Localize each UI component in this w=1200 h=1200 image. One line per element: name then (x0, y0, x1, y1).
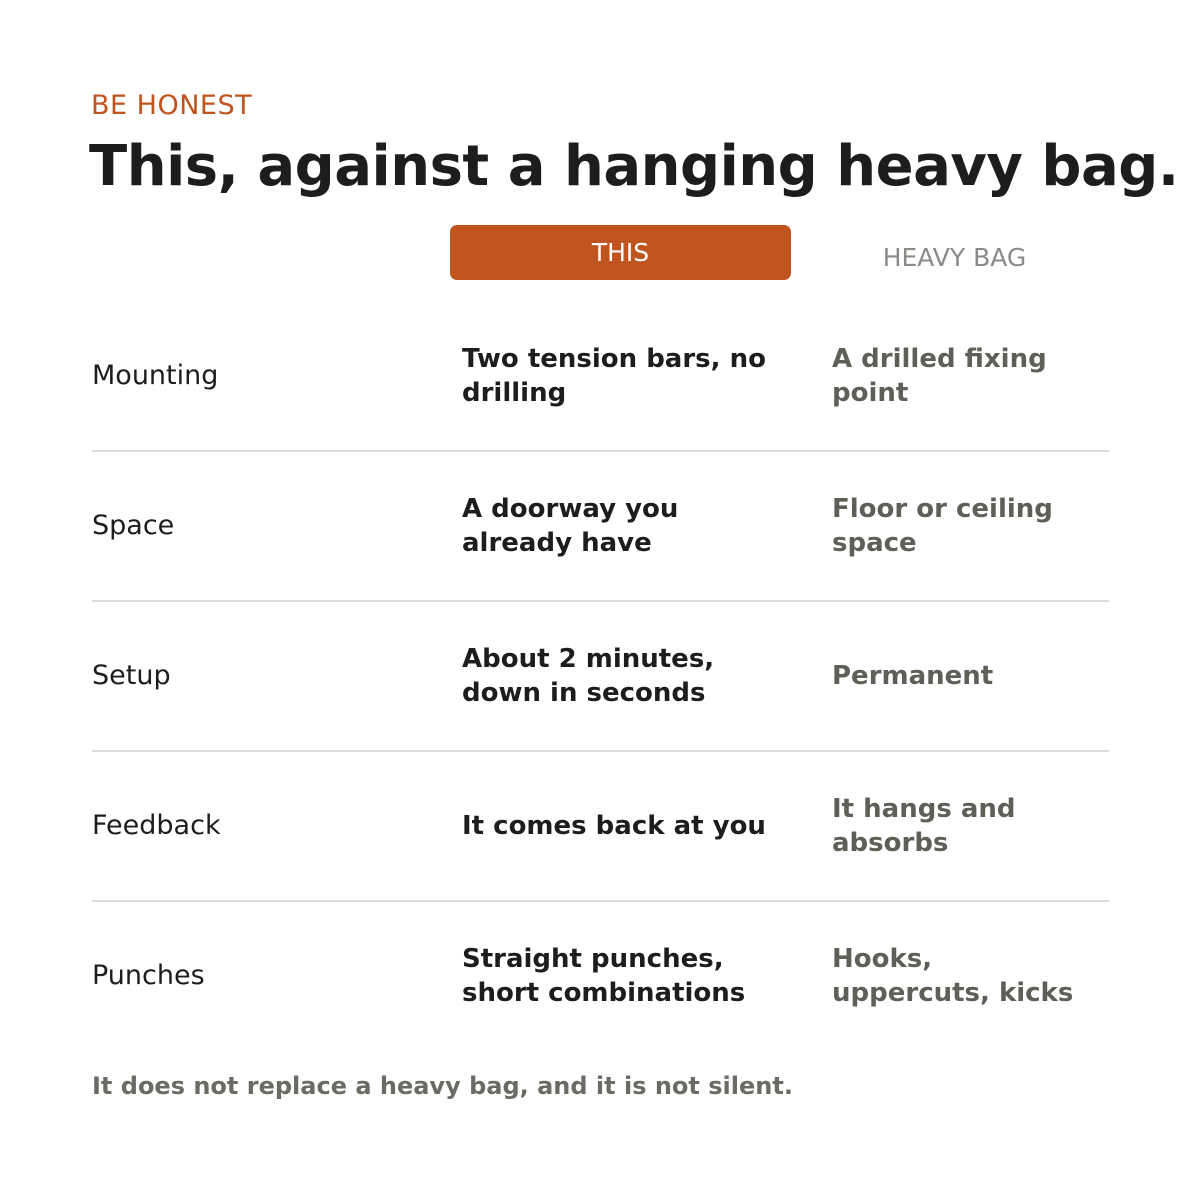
eyebrow-label: BE HONEST (91, 90, 253, 121)
column-header-this-label: THIS (591, 238, 650, 267)
table-row (92, 602, 1109, 752)
comparison-table (92, 302, 1109, 1052)
this-value: Straight punches, short combinations (462, 944, 746, 1008)
heavy-bag-value: Permanent (832, 661, 994, 691)
heavy-bag-value: Hooks, uppercuts, kicks (832, 944, 1074, 1008)
column-header-heavy-bag-label: HEAVY BAG (882, 243, 1027, 272)
table-row (92, 302, 1109, 452)
row-label: Setup (92, 660, 171, 691)
heavy-bag-value: Floor or ceiling space (832, 494, 1053, 558)
row-label: Feedback (92, 810, 221, 841)
heavy-bag-value: It hangs and absorbs (832, 794, 1016, 858)
this-value: About 2 minutes, down in seconds (462, 644, 715, 708)
row-label: Space (92, 510, 175, 541)
page-title: This, against a hanging heavy bag. (89, 134, 1179, 199)
column-header-this (450, 225, 791, 280)
row-label: Punches (92, 960, 205, 991)
column-header-heavy-bag (832, 225, 1077, 290)
footnote: It does not replace a heavy bag, and it is not silent. (92, 1072, 793, 1100)
this-value: Two tension bars, no drilling (462, 344, 766, 408)
table-row (92, 452, 1109, 602)
row-label: Mounting (92, 360, 219, 391)
this-value: It comes back at you (462, 811, 766, 841)
table-row (92, 752, 1109, 902)
this-value: A doorway you already have (462, 494, 679, 558)
table-row (92, 902, 1109, 1052)
heavy-bag-value: A drilled fixing point (832, 344, 1047, 408)
